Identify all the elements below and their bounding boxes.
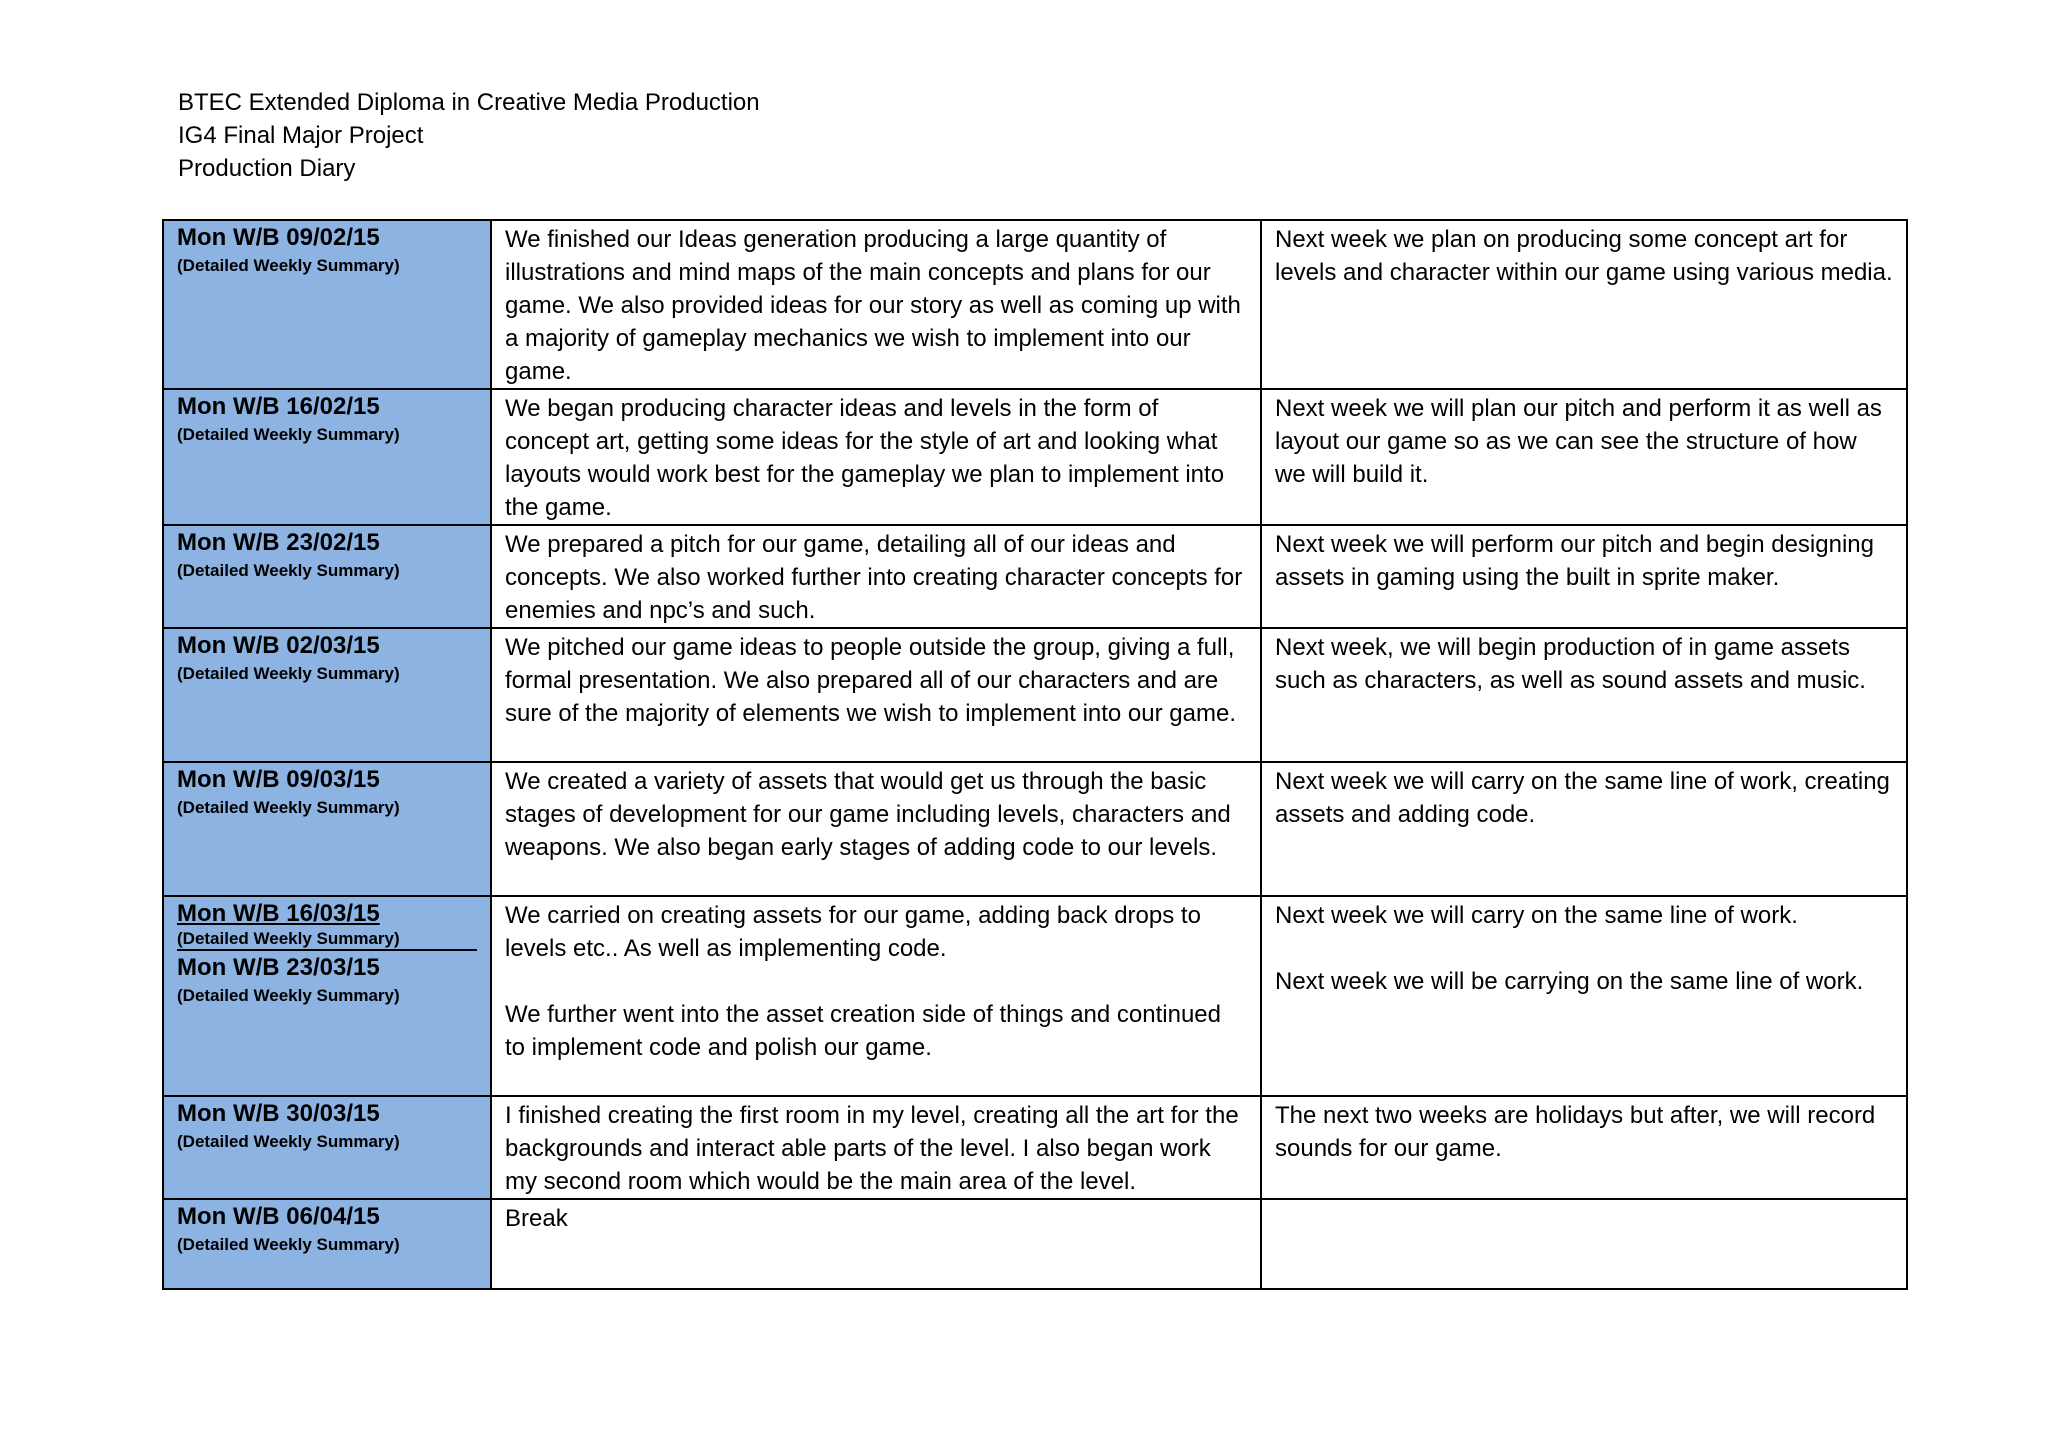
next-week-cell: Next week we plan on producing some concept art for levels and character within our game using various media.: [1261, 220, 1907, 389]
production-diary-table: [162, 219, 1908, 1290]
next-week-cell: Next week we will perform our pitch and begin designing assets in gaming using the built in sprite maker.: [1261, 525, 1907, 628]
summary-label: (Detailed Weekly Summary): [177, 256, 400, 275]
week-cell: [163, 220, 491, 389]
week-date: Mon W/B 16/02/15: [177, 393, 380, 420]
week-date: Mon W/B 30/03/15: [177, 1100, 380, 1127]
work-done-text: We carried on creating assets for our game, adding back drops to levels etc.. As well as implementing code.: [505, 902, 1201, 962]
week-cell: [163, 762, 491, 896]
work-done-cell: We began producing character ideas and levels in the form of concept art, getting some ideas for the style of art and looking what layouts would work best for the gameplay we plan to implement into the game.: [491, 389, 1261, 525]
next-week-cell: The next two weeks are holidays but after, we will record sounds for our game.: [1261, 1096, 1907, 1199]
document-title: Production Diary: [178, 155, 356, 182]
work-done-cell: We created a variety of assets that would get us through the basic stages of development for our game including levels, characters and weapons. We also began early stages of adding code to our levels.: [491, 762, 1261, 896]
week-date: Mon W/B 09/03/15: [177, 766, 380, 793]
work-done-cell: We finished our Ideas generation producing a large quantity of illustrations and mind maps of the main concepts and plans for our game. We also provided ideas for our story as well as coming up with a majority of gameplay mechanics we wish to implement into our game.: [491, 220, 1261, 389]
table-row: [163, 1096, 1907, 1199]
summary-label: (Detailed Weekly Summary): [177, 798, 400, 817]
work-done-cell: I finished creating the first room in my level, creating all the art for the backgrounds and interact able parts of the level. I also began work my second room which would be the main area of the level.: [491, 1096, 1261, 1199]
week-cell: [163, 1096, 491, 1199]
summary-label: (Detailed Weekly Summary): [177, 425, 400, 444]
week-divider: [177, 929, 477, 951]
week-cell: [163, 1199, 491, 1289]
week-date: Mon W/B 23/02/15: [177, 529, 380, 556]
summary-label: (Detailed Weekly Summary): [177, 1235, 400, 1254]
week-cell: [163, 525, 491, 628]
next-week-cell: Next week we will plan our pitch and perform it as well as layout our game so as we can see the structure of how we will build it.: [1261, 389, 1907, 525]
summary-label: (Detailed Weekly Summary): [177, 1132, 400, 1151]
summary-label: (Detailed Weekly Summary): [177, 929, 400, 948]
week-cell: [163, 896, 491, 1096]
summary-label: (Detailed Weekly Summary): [177, 664, 400, 683]
summary-label: (Detailed Weekly Summary): [177, 561, 400, 580]
work-done-cell: [491, 896, 1261, 1096]
document-header: [178, 86, 760, 185]
week-cell: [163, 389, 491, 525]
course-title: BTEC Extended Diploma in Creative Media Production: [178, 89, 760, 116]
next-week-cell: [1261, 1199, 1907, 1289]
table-row: [163, 525, 1907, 628]
week-date: Mon W/B 09/02/15: [177, 224, 380, 251]
paragraph-gap: [1275, 932, 1893, 965]
week-date: Mon W/B 23/03/15: [177, 954, 380, 981]
next-week-cell: Next week we will carry on the same line of work, creating assets and adding code.: [1261, 762, 1907, 896]
table-row: [163, 896, 1907, 1096]
week-cell: [163, 628, 491, 762]
next-week-cell: Next week, we will begin production of in game assets such as characters, as well as sound assets and music.: [1261, 628, 1907, 762]
table-row: [163, 628, 1907, 762]
work-done-cell: We pitched our game ideas to people outside the group, giving a full, formal presentation. We also prepared all of our characters and are sure of the majority of elements we wish to implement into our game.: [491, 628, 1261, 762]
table-row: [163, 220, 1907, 389]
week-date: Mon W/B 06/04/15: [177, 1203, 380, 1230]
next-week-text: Next week we will carry on the same line of work.: [1275, 902, 1798, 929]
table-row: [163, 762, 1907, 896]
paragraph-gap: [505, 965, 1247, 998]
next-week-cell: [1261, 896, 1907, 1096]
summary-label: (Detailed Weekly Summary): [177, 986, 400, 1005]
work-done-text: We further went into the asset creation side of things and continued to implement code and polish our game.: [505, 1001, 1221, 1061]
table-row: [163, 389, 1907, 525]
work-done-cell: Break: [491, 1199, 1261, 1289]
next-week-text: Next week we will be carrying on the same line of work.: [1275, 968, 1864, 995]
week-date: Mon W/B 02/03/15: [177, 632, 380, 659]
week-date: Mon W/B 16/03/15: [177, 900, 380, 927]
table-row: [163, 1199, 1907, 1289]
work-done-cell: We prepared a pitch for our game, detailing all of our ideas and concepts. We also worked further into creating character concepts for enemies and npc’s and such.: [491, 525, 1261, 628]
project-title: IG4 Final Major Project: [178, 122, 424, 149]
